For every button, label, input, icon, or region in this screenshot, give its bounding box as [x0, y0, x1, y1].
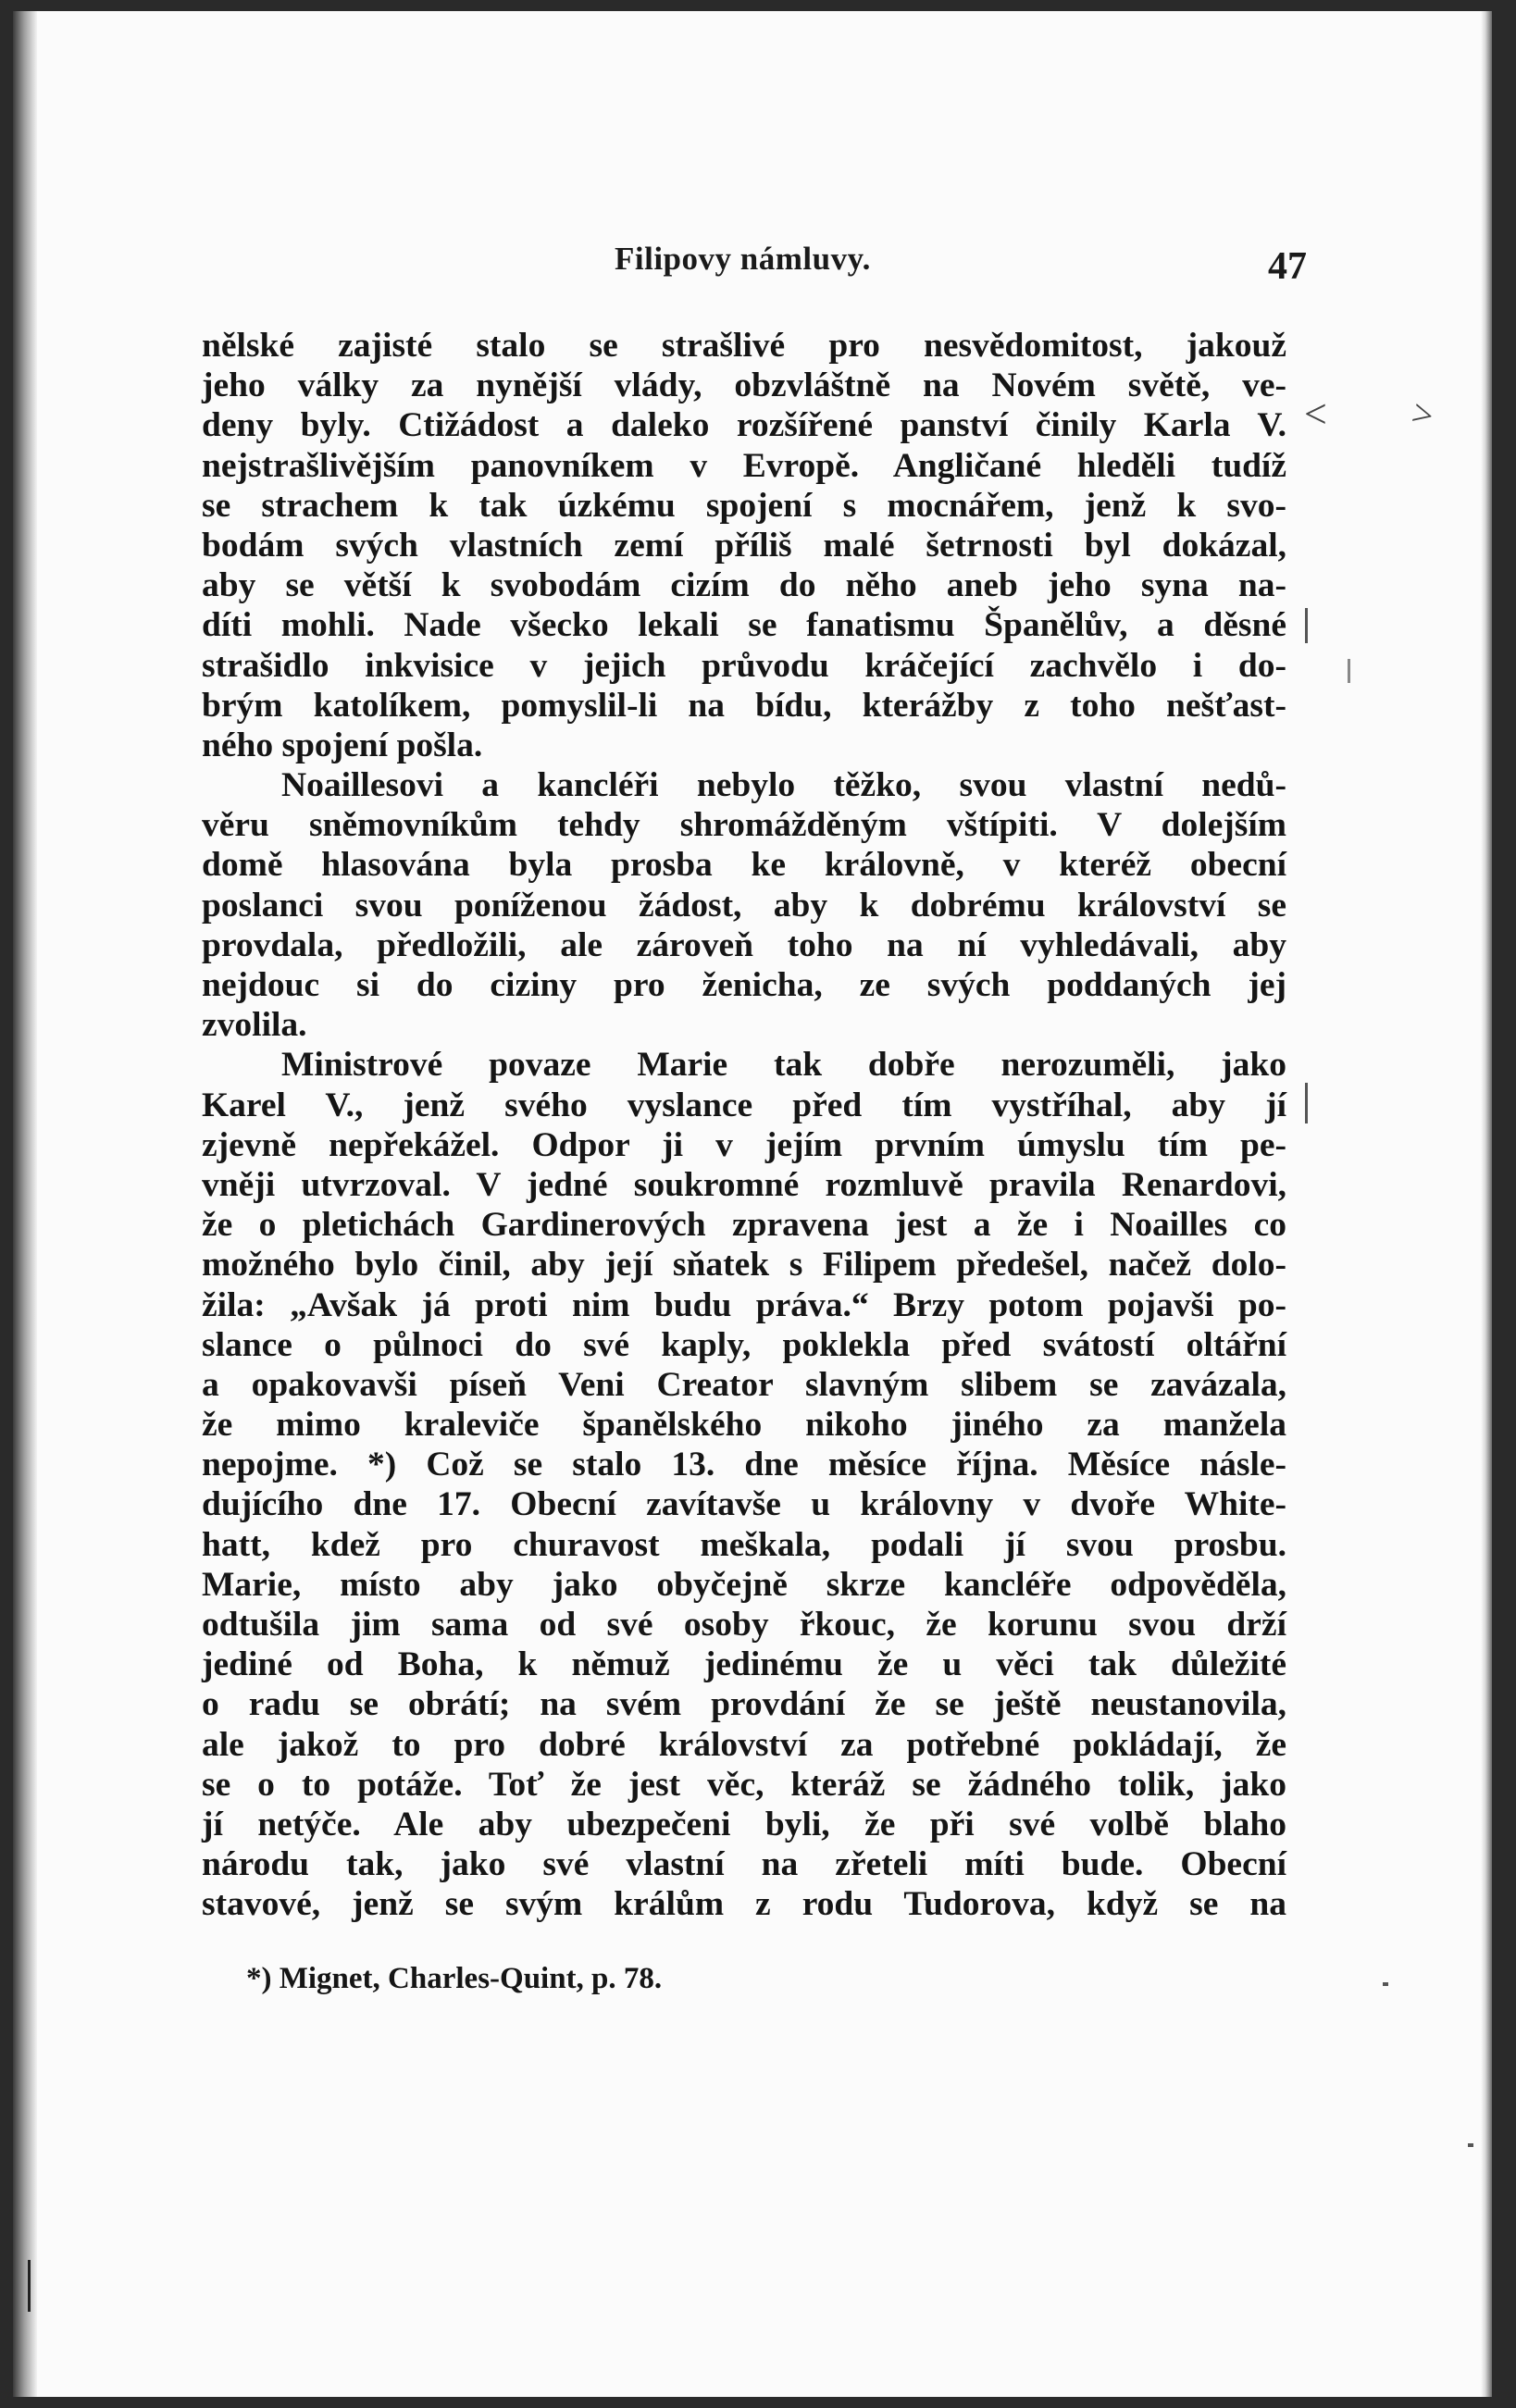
text-line: dujícího dne 17. Obecní zavítavše u královny v dvoře White-: [202, 1485, 1286, 1524]
text-line: nělské zajisté stalo se strašlivé pro nesvědomitost, jakouž: [202, 327, 1286, 365]
running-title: Filipovy námluvy.: [615, 241, 871, 277]
margin-tick-mark: [1305, 1083, 1308, 1123]
print-speck: [1383, 1982, 1388, 1986]
book-page: [13, 11, 1492, 2397]
text-line: provdala, předložili, ale zároveň toho na ní vyhledávali, aby: [202, 925, 1286, 964]
text-line: věru sněmovníkům tehdy shromážděným vštípiti. V dolejším: [202, 806, 1286, 845]
text-line: domě hlasována byla prosba ke královně, v kteréž obecní: [202, 846, 1286, 885]
text-line: hatt, kdež pro churavost meškala, podali jí svou prosbu.: [202, 1525, 1286, 1564]
page-number: 47: [1268, 245, 1307, 288]
text-line: bodám svých vlastních zemí příliš malé šetrnosti byl dokázal,: [202, 526, 1286, 565]
text-line: brým katolíkem, pomyslil-li na bídu, kterážby z toho nešťast-: [202, 686, 1286, 725]
text-line: slance o půlnoci do své kaply, poklekla před svátostí oltářní: [202, 1325, 1286, 1364]
text-line: národu tak, jako své vlastní na zřeteli míti bude. Obecní: [202, 1845, 1286, 1884]
text-line: možného bylo činil, aby její sňatek s Filipem předešel, načež dolo-: [202, 1246, 1286, 1285]
text-line: ale jakož to pro dobré království za potřebné pokládají, že: [202, 1725, 1286, 1764]
text-line: Marie, místo aby jako obyčejně skrze kancléře odpověděla,: [202, 1565, 1286, 1604]
margin-tick-mark: [1305, 608, 1308, 643]
text-line: zjevně nepřekážel. Odpor ji v jejím prvním úmyslu tím pe-: [202, 1125, 1286, 1164]
print-speck: [1468, 2143, 1473, 2147]
text-line: deny byly. Ctižádost a daleko rozšířené panství činily Karla V.: [202, 406, 1286, 445]
paragraph-first-line: Noaillesovi a kancléři nebylo těžko, svou vlastní nedů-: [281, 766, 1286, 805]
text-line: že mimo kraleviče španělského nikoho jiného za manžela: [202, 1406, 1286, 1445]
text-line: žila: „Avšak já proti nim budu práva.“ Brzy potom pojavši po-: [202, 1285, 1286, 1324]
text-line: zvolila.: [202, 1006, 307, 1045]
text-line: díti mohli. Nade všecko lekali se fanatismu Španělův, a děsné: [202, 606, 1286, 645]
text-line: Karel V., jenž svého vyslance před tím vystříhal, aby jí: [202, 1086, 1286, 1124]
text-line: jediné od Boha, k němuž jedinému že u věci tak důležité: [202, 1645, 1286, 1684]
scan-edge-shadow: [1481, 11, 1492, 2397]
text-line: a opakovavši píseň Veni Creator slavným slibem se zavázala,: [202, 1365, 1286, 1404]
scan-scratch: [28, 2260, 31, 2312]
body-text: [202, 326, 1286, 1925]
text-line: se o to potáže. Toť že jest věc, kteráž se žádného tolik, jako: [202, 1765, 1286, 1804]
text-line: odtušila jim sama od své osoby řkouc, že korunu svou drží: [202, 1606, 1286, 1644]
text-line: nepojme. *) Což se stalo 13. dne měsíce října. Měsíce násle-: [202, 1446, 1286, 1484]
paragraph-first-line: Ministrové povaze Marie tak dobře nerozuměli, jako: [281, 1046, 1286, 1085]
footnote: *) Mignet, Charles-Quint, p. 78.: [246, 1962, 663, 1995]
margin-annotation-right-angle: >: [1407, 391, 1438, 438]
text-line: jeho války za nynější vlády, obzvláštně na Novém světě, ve-: [202, 366, 1286, 405]
text-line: nejdouc si do ciziny pro ženicha, ze svých poddaných jej: [202, 966, 1286, 1004]
text-line: se strachem k tak úzkému spojení s mocnářem, jenž k svo-: [202, 486, 1286, 525]
text-line: aby se větší k svobodám cizím do něho aneb jeho syna na-: [202, 566, 1286, 605]
text-line: ného spojení pošla.: [202, 726, 483, 764]
text-line: nejstrašlivějším panovníkem v Evropě. Angličané hleděli tudíž: [202, 446, 1286, 485]
text-line: poslanci svou poníženou žádost, aby k dobrému království se: [202, 886, 1286, 925]
text-line: že o pletichách Gardinerových zpravena jest a že i Noailles co: [202, 1206, 1286, 1245]
text-line: jí netýče. Ale aby ubezpečeni byli, že při své volbě blaho: [202, 1805, 1286, 1843]
margin-annotation-left-angle: <: [1304, 391, 1327, 437]
text-line: o radu se obrátí; na svém provdání že se ještě neustanovila,: [202, 1685, 1286, 1724]
text-line: strašidlo inkvisice v jejich průvodu kráčející zachvělo i do-: [202, 646, 1286, 685]
scan-gutter-shadow: [13, 11, 37, 2397]
text-line: vněji utvrzoval. V jedné soukromné rozmluvě pravila Renardovi,: [202, 1165, 1286, 1204]
text-line: stavové, jenž se svým králům z rodu Tudorova, když se na: [202, 1885, 1286, 1924]
margin-tick-mark: [1348, 659, 1350, 683]
